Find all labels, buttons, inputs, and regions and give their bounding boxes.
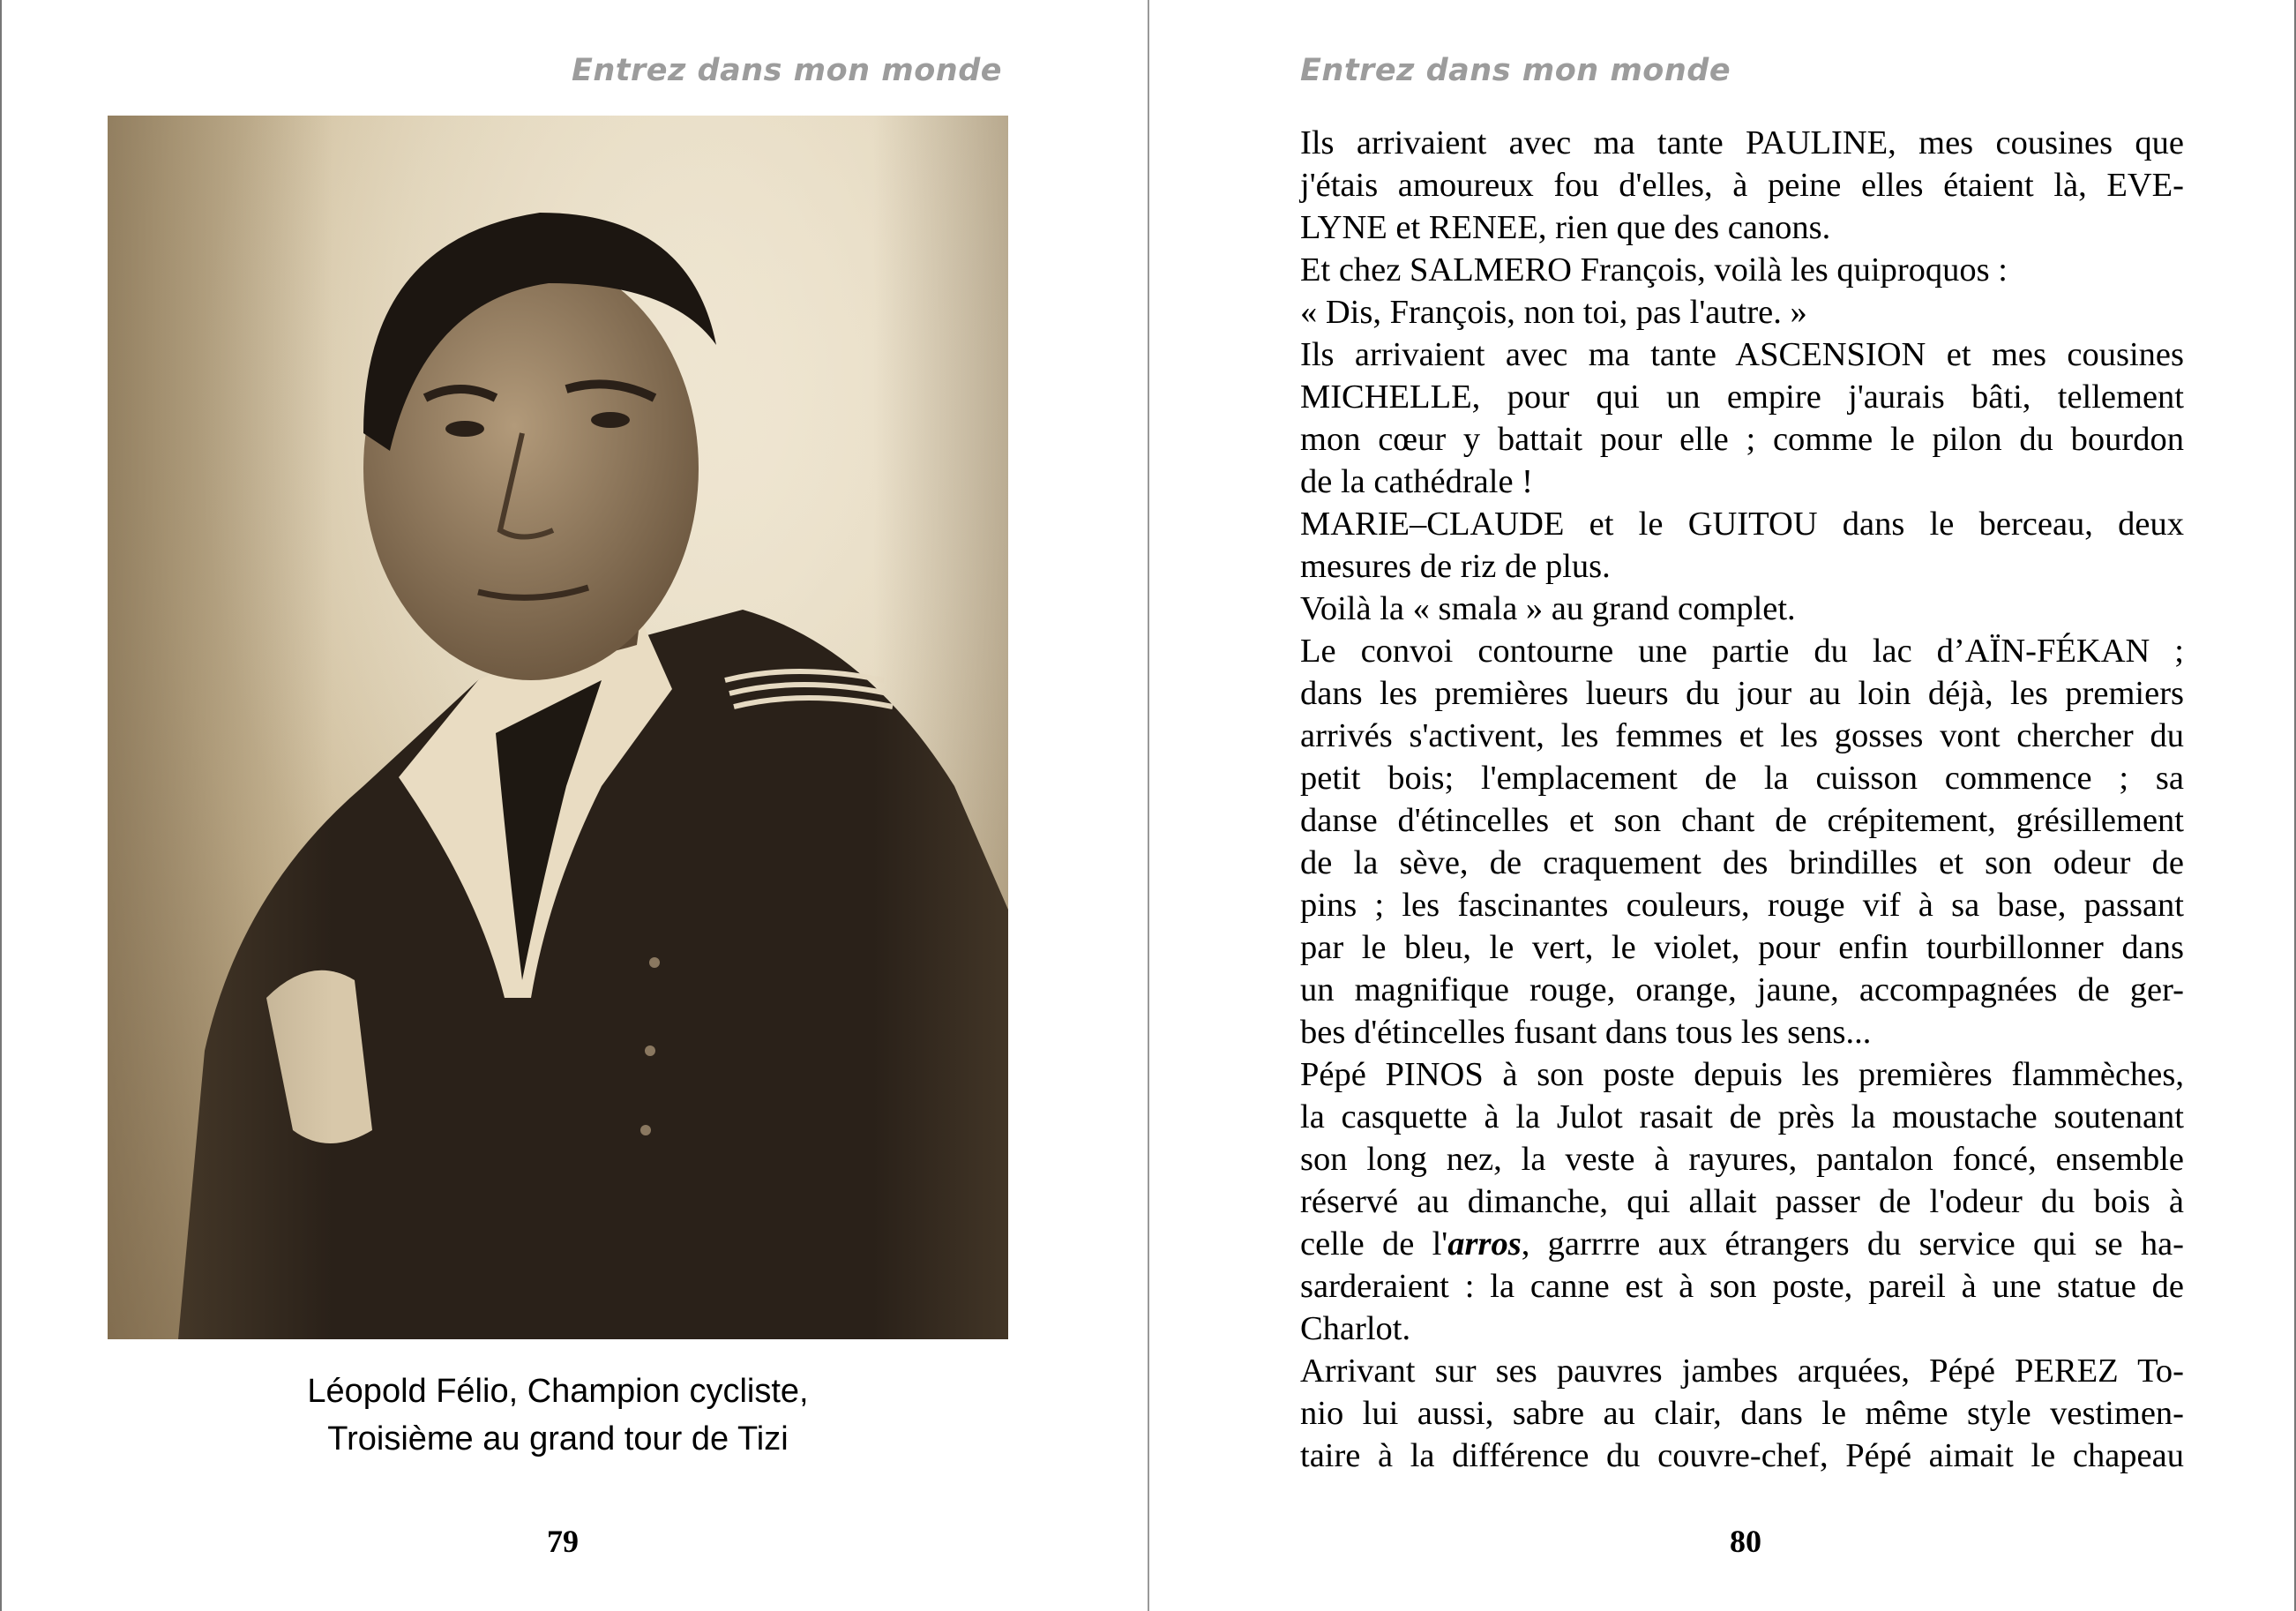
right-page bbox=[1148, 0, 2296, 1611]
text-line: de la cathédrale ! bbox=[1300, 463, 1533, 500]
text-line: Voilà la « smala » au grand complet. bbox=[1300, 590, 1796, 627]
running-head-left: Entrez dans mon monde bbox=[571, 53, 1002, 88]
text-line: mon cœur y battait pour elle ; comme le pilon du bourdon bbox=[1300, 421, 2184, 458]
caption-line: Léopold Félio, Champion cycliste, bbox=[307, 1373, 809, 1410]
text-line: sarderaient : la canne est à son poste, pareil à une statue de bbox=[1300, 1268, 2184, 1305]
text-line: j'étais amoureux fou d'elles, à peine elles étaient là, EVE- bbox=[1300, 167, 2184, 204]
text-line: son long nez, la veste à rayures, pantalon foncé, ensemble bbox=[1300, 1141, 2184, 1178]
photo-caption bbox=[108, 1367, 1008, 1463]
text-line: mesures de riz de plus. bbox=[1300, 548, 1611, 585]
text-line: LYNE et RENEE, rien que des canons. bbox=[1300, 209, 1831, 246]
text-line: MICHELLE, pour qui un empire j'aurais bâti, tellement bbox=[1300, 378, 2184, 416]
text-line: Le convoi contourne une partie du lac d’AÏN-FÉKAN ; bbox=[1300, 633, 2184, 670]
text-line: Et chez SALMERO François, voilà les quiproquos : bbox=[1300, 251, 2008, 288]
text-line: Arrivant sur ses pauvres jambes arquées, Pépé PEREZ To- bbox=[1300, 1352, 2184, 1390]
caption-line: Troisième au grand tour de Tizi bbox=[327, 1420, 789, 1457]
text-line-arros bbox=[1300, 1223, 2184, 1265]
text-line: nio lui aussi, sabre au clair, dans le même style vestimen- bbox=[1300, 1395, 2184, 1432]
text-line: par le bleu, le vert, le violet, pour enfin tourbillonner dans bbox=[1300, 929, 2184, 966]
body-text bbox=[1300, 122, 2184, 1477]
text-line: Ils arrivaient avec ma tante ASCENSION et mes cousines bbox=[1300, 336, 2184, 373]
text-line: pins ; les fascinantes couleurs, rouge vif à sa base, passant bbox=[1300, 887, 2184, 924]
running-head-right: Entrez dans mon monde bbox=[1300, 53, 1731, 88]
text-run: , garrrre aux étrangers du service qui se ha- bbox=[1521, 1225, 2184, 1263]
page-number-left: 79 bbox=[547, 1524, 579, 1559]
text-line: dans les premières lueurs du jour au loin déjà, les premiers bbox=[1300, 675, 2184, 712]
page-number-right: 80 bbox=[1730, 1524, 1761, 1559]
text-line: danse d'étincelles et son chant de crépitement, grésillement bbox=[1300, 802, 2184, 839]
portrait-photo bbox=[108, 116, 1008, 1339]
text-line: Ils arrivaient avec ma tante PAULINE, mes cousines que bbox=[1300, 124, 2184, 161]
text-line: Charlot. bbox=[1300, 1310, 1411, 1347]
text-line: réservé au dimanche, qui allait passer de l'odeur du bois à bbox=[1300, 1183, 2184, 1220]
text-line: MARIE–CLAUDE et le GUITOU dans le berceau, deux bbox=[1300, 506, 2184, 543]
text-line: taire à la différence du couvre-chef, Pépé aimait le chapeau bbox=[1300, 1437, 2184, 1474]
text-line: bes d'étincelles fusant dans tous les sens... bbox=[1300, 1014, 1872, 1051]
text-line: la casquette à la Julot rasait de près la moustache soutenant bbox=[1300, 1098, 2184, 1135]
text-line: petit bois; l'emplacement de la cuisson commence ; sa bbox=[1300, 760, 2184, 797]
text-run: celle de l' bbox=[1300, 1225, 1448, 1263]
text-line: Pépé PINOS à son poste depuis les premières flammèches, bbox=[1300, 1056, 2184, 1093]
text-line: un magnifique rouge, orange, jaune, accompagnées de ger- bbox=[1300, 971, 2184, 1008]
text-line: de la sève, de craquement des brindilles et son odeur de bbox=[1300, 844, 2184, 881]
text-line: « Dis, François, non toi, pas l'autre. » bbox=[1300, 294, 1807, 331]
text-line: arrivés s'activent, les femmes et les gosses vont chercher du bbox=[1300, 717, 2184, 754]
emphasis-arros: arros bbox=[1447, 1225, 1522, 1263]
